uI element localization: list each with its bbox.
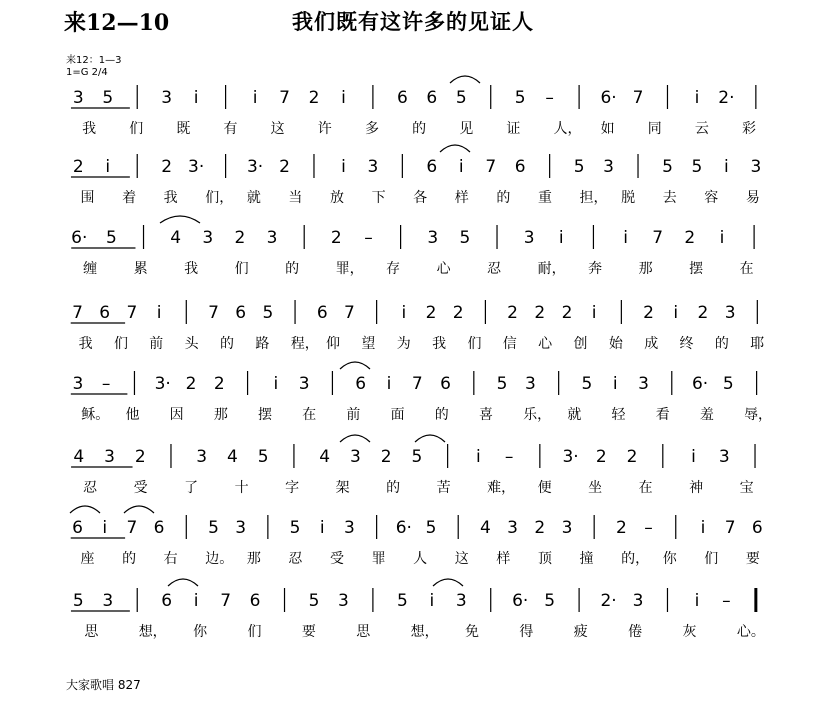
jianpu-note: 7 [220, 591, 232, 611]
jianpu-note: 7 [632, 88, 644, 108]
jianpu-note: 6 [161, 591, 173, 611]
jianpu-note: 3 [266, 228, 278, 248]
jianpu-note: 6 [514, 157, 526, 177]
jianpu-note: 2 [595, 447, 607, 467]
jianpu-note: 7 [126, 518, 138, 538]
jianpu-note: 2 [279, 157, 290, 177]
lyric-syllable: 稣。 [81, 407, 110, 423]
jianpu-note: i [700, 518, 706, 538]
lyric-syllable: 始 [608, 336, 623, 352]
jianpu-note: 3 [638, 374, 649, 394]
slur-arc [124, 506, 154, 513]
lyric-syllable: 样 [496, 551, 511, 567]
jianpu-note: 3 [104, 447, 115, 467]
lyric-syllable: 各 [413, 190, 428, 206]
jianpu-note: 7 [72, 303, 83, 323]
jianpu-note: 5 [455, 88, 467, 108]
jianpu-note: i [724, 157, 729, 177]
lyric-syllable: 辱， [744, 407, 773, 423]
lyric-syllable: 摆 [258, 407, 273, 423]
jianpu-note: 5 [102, 88, 114, 108]
jianpu-note: 5 [722, 374, 734, 394]
jianpu-note: i [691, 447, 696, 467]
jianpu-note: i [673, 303, 679, 323]
jianpu-note: 5 [411, 447, 423, 467]
jianpu-note: 2 [425, 303, 437, 323]
jianpu-note: 3 [750, 157, 762, 177]
jianpu-note: 5 [105, 228, 117, 248]
lyric-syllable: 前 [149, 336, 164, 352]
lyric-syllable: 成 [644, 336, 659, 352]
lyric-syllable: 在 [739, 261, 754, 277]
jianpu-note: 6 [249, 591, 261, 611]
lyric-syllable: 的 [285, 261, 300, 277]
lyric-syllable: 座 [80, 551, 95, 567]
lyric-syllable: 程， [290, 336, 319, 352]
jianpu-note: 3 [367, 157, 379, 177]
jianpu-note: 2 [697, 303, 709, 323]
jianpu-note: 3 [427, 228, 439, 248]
lyric-syllable: 们 [467, 336, 482, 352]
lyric-syllable: 如 [600, 121, 615, 137]
lyric-syllable: 们 [704, 551, 719, 567]
jianpu-note: 3 [338, 591, 349, 611]
jianpu-note: 4 [170, 228, 182, 248]
lyric-syllable: 要 [301, 624, 316, 640]
jianpu-note: 2 [626, 447, 638, 467]
jianpu-note: 2 [185, 374, 197, 394]
jianpu-note: 7 [724, 518, 736, 538]
lyric-syllable: 字 [285, 480, 300, 496]
lyric-syllable: 十 [234, 480, 249, 496]
lyric-syllable: 既 [176, 121, 191, 137]
jianpu-note: 6 [355, 374, 367, 394]
jianpu-note: i [341, 88, 346, 108]
jianpu-note: 4 [73, 447, 85, 467]
lyric-syllable: 人， [553, 121, 582, 137]
lyric-syllable: 思 [84, 624, 99, 640]
jianpu-note: 2· [600, 591, 617, 611]
jianpu-note: 3 [718, 447, 730, 467]
jianpu-note: 5 [544, 591, 556, 611]
lyric-syllable: 望 [361, 336, 376, 352]
lyric-syllable: 倦 [628, 624, 643, 640]
jianpu-note: 3 [102, 591, 114, 611]
lyric-syllable: 罪， [335, 261, 364, 277]
jianpu-note: 3 [196, 447, 208, 467]
jianpu-note: 4 [227, 447, 238, 467]
jianpu-note: i [386, 374, 392, 394]
jianpu-note: i [156, 303, 162, 323]
jianpu-note: 5 [459, 228, 471, 248]
lyric-syllable: 喜 [478, 407, 493, 423]
lyric-syllable: 在 [302, 407, 317, 423]
jianpu-note: 2 [380, 447, 392, 467]
jianpu-note: i [623, 228, 628, 248]
jianpu-note: 3 [507, 518, 519, 538]
lyric-syllable: 架 [335, 480, 350, 496]
jianpu-note: i [401, 303, 407, 323]
jianpu-note: 5 [308, 591, 320, 611]
jianpu-note: 7 [279, 88, 290, 108]
jianpu-note: 3 [455, 591, 467, 611]
lyric-syllable: 忍 [288, 551, 303, 567]
lyric-syllable: 存 [386, 261, 401, 277]
lyric-syllable: 重 [537, 190, 552, 206]
jianpu-note: 3 [561, 518, 573, 538]
lyric-syllable: 忍 [487, 261, 502, 277]
lyric-syllable: 们 [129, 121, 144, 137]
lyric-syllable: 担， [579, 190, 608, 206]
lyric-syllable: 难， [487, 480, 516, 496]
jianpu-note: 2 [452, 303, 464, 323]
jianpu-note: 6 [316, 303, 328, 323]
jianpu-note: 2 [330, 228, 342, 248]
lyric-syllable: 罪 [371, 551, 386, 567]
jianpu-note: 3 [161, 88, 173, 108]
jianpu-note: 3 [349, 447, 361, 467]
jianpu-note: 2 [684, 228, 696, 248]
lyric-syllable: 心 [436, 261, 451, 277]
jianpu-note: 3 [603, 157, 614, 177]
lyric-syllable: 耶 [750, 336, 765, 352]
jianpu-note: 6 [440, 374, 451, 394]
jianpu-note: 5 [262, 303, 274, 323]
lyric-syllable: 的 [496, 190, 511, 206]
lyric-syllable: 这 [270, 121, 285, 137]
lyric-syllable: 人 [413, 551, 428, 567]
jianpu-note: i [694, 591, 700, 611]
jianpu-note: 7 [344, 303, 355, 323]
lyric-syllable: 要 [745, 551, 760, 567]
lyric-syllable: 那 [246, 551, 261, 567]
jianpu-note: – [722, 591, 731, 611]
lyric-syllable: 摆 [689, 261, 704, 277]
jianpu-note: 6· [691, 374, 709, 394]
jianpu-note: 3 [202, 228, 214, 248]
jianpu-note: 2 [308, 88, 320, 108]
lyric-syllable: 顶 [537, 551, 552, 567]
jianpu-note: 6 [72, 518, 83, 538]
jianpu-note: 5 [208, 518, 219, 538]
lyric-syllable: 受 [330, 551, 345, 567]
hymn-title: 我们既有这许多的见证人 [292, 9, 534, 34]
lyric-syllable: 受 [133, 480, 148, 496]
lyric-syllable: 灰 [682, 624, 697, 640]
lyric-syllable: 脱 [621, 190, 636, 206]
jianpu-note: 3 [235, 518, 247, 538]
slur-arc [440, 145, 470, 152]
jianpu-note: 6· [600, 88, 617, 108]
lyric-syllable: 神 [689, 480, 704, 496]
lyric-syllable: 苦 [436, 480, 451, 496]
lyric-syllable: 轻 [611, 407, 626, 423]
lyric-syllable: 的 [412, 121, 427, 137]
jianpu-note: 2 [213, 374, 225, 394]
lyric-syllable: 彩 [742, 121, 757, 137]
footer-book-page: 大家歌唱 827 [66, 678, 141, 692]
jianpu-note: 7 [485, 157, 497, 177]
lyric-syllable: 想， [410, 624, 439, 640]
jianpu-note: 6· [71, 228, 88, 248]
lyric-syllable: 撞 [579, 551, 594, 567]
lyric-syllable: 的 [220, 336, 235, 352]
lyric-syllable: 羞 [699, 407, 714, 423]
lyric-syllable: 们， [205, 190, 234, 206]
lyric-syllable: 的 [386, 480, 401, 496]
jianpu-note: 5 [691, 157, 703, 177]
jianpu-note: 5 [514, 88, 526, 108]
slur-arc [70, 506, 100, 513]
lyric-syllable: 创 [573, 336, 588, 352]
lyric-syllable: 我 [82, 121, 97, 137]
jianpu-note: 3 [72, 374, 84, 394]
jianpu-note: 4 [319, 447, 331, 467]
jianpu-note: 2 [561, 303, 573, 323]
jianpu-note: 2 [507, 303, 519, 323]
lyric-syllable: 放 [330, 190, 345, 206]
jianpu-note: 3· [246, 157, 264, 177]
jianpu-note: 2 [161, 157, 173, 177]
lyric-syllable: 坐 [588, 480, 603, 496]
lyric-syllable: 有 [223, 121, 238, 137]
jianpu-note: 4 [479, 518, 491, 538]
jianpu-note: i [341, 157, 346, 177]
jianpu-note: i [558, 228, 564, 248]
jianpu-note: 6· [512, 591, 529, 611]
lyric-syllable: 耐， [537, 261, 566, 277]
jianpu-note: 6 [396, 88, 408, 108]
jianpu-note: i [429, 591, 435, 611]
jianpu-note: 6 [99, 303, 111, 323]
lyric-syllable: 疲 [573, 624, 588, 640]
lyric-syllable: 证 [506, 121, 521, 137]
lyric-syllable: 前 [346, 407, 361, 423]
lyric-syllable: 面 [390, 407, 405, 423]
lyric-syllable: 看 [655, 407, 670, 423]
jianpu-note: 2 [234, 228, 246, 248]
jianpu-note: 6 [153, 518, 165, 538]
jianpu-note: 6 [426, 88, 438, 108]
jianpu-note: – [545, 88, 554, 108]
jianpu-note: 5 [662, 157, 673, 177]
jianpu-note: 6· [395, 518, 412, 538]
lyric-syllable: 奔 [588, 261, 603, 277]
jianpu-note: 3· [188, 157, 205, 177]
jianpu-note: 5 [496, 374, 508, 394]
lyric-syllable: 心。 [736, 624, 765, 640]
jianpu-note: i [319, 518, 325, 538]
jianpu-note: 3· [154, 374, 171, 394]
jianpu-note: i [193, 88, 199, 108]
lyric-syllable: 我 [163, 190, 178, 206]
jianpu-note: 2 [134, 447, 146, 467]
slur-arc [433, 579, 463, 586]
jianpu-note: 5 [425, 518, 437, 538]
jianpu-note: – [644, 518, 653, 538]
lyric-syllable: 容 [704, 190, 719, 206]
jianpu-note: 6 [751, 518, 763, 538]
slur-arc [168, 579, 198, 586]
jianpu-note: 3 [724, 303, 736, 323]
jianpu-note: 2 [643, 303, 654, 323]
jianpu-note: – [504, 447, 514, 467]
jianpu-note: i [476, 447, 481, 467]
jianpu-note: i [591, 303, 597, 323]
jianpu-note: 2· [718, 88, 735, 108]
lyric-syllable: 免 [465, 624, 480, 640]
lyric-syllable: 缠 [83, 261, 98, 277]
lyric-syllable: 我 [78, 336, 93, 352]
jianpu-note: – [364, 228, 373, 248]
lyric-syllable: 忍 [83, 480, 98, 496]
jianpu-note: i [612, 374, 618, 394]
lyric-syllable: 许 [317, 121, 332, 137]
lyric-syllable: 下 [371, 190, 386, 206]
lyric-syllable: 想， [138, 624, 167, 640]
lyric-syllable: 便 [537, 480, 552, 496]
lyric-syllable: 那 [638, 261, 653, 277]
jianpu-note: 2 [534, 303, 546, 323]
lyric-syllable: 心 [538, 336, 553, 352]
lyric-syllable: 累 [133, 261, 148, 277]
lyric-syllable: 围 [80, 190, 95, 206]
jianpu-note: 7 [411, 374, 423, 394]
lyric-syllable: 的， [621, 551, 650, 567]
jianpu-note: 3 [72, 88, 84, 108]
lyric-syllable: 们 [234, 261, 249, 277]
jianpu-note: 5 [573, 157, 585, 177]
jianpu-note: 5 [396, 591, 408, 611]
jianpu-note: 5 [257, 447, 269, 467]
lyric-syllable: 终 [679, 336, 694, 352]
jianpu-note: i [273, 374, 279, 394]
slur-arc [340, 435, 370, 442]
lyric-syllable: 得 [519, 624, 534, 640]
jianpu-note: 3 [632, 591, 644, 611]
jianpu-note: 2 [615, 518, 627, 538]
jianpu-note: 3 [524, 374, 536, 394]
lyric-syllable: 同 [647, 121, 662, 137]
lyric-syllable: 右 [163, 551, 178, 567]
lyric-syllable: 乐， [523, 407, 552, 423]
jianpu-note: 5 [289, 518, 301, 538]
jianpu-note: i [105, 157, 111, 177]
jianpu-note: 2 [72, 157, 84, 177]
lyric-syllable: 信 [502, 336, 517, 352]
lyric-syllable: 为 [396, 336, 411, 352]
lyric-syllable: 的 [434, 407, 449, 423]
jianpu-note: 5 [581, 374, 593, 394]
slur-arc [415, 435, 445, 442]
lyric-syllable: 们 [247, 624, 262, 640]
lyric-syllable: 这 [454, 551, 469, 567]
jianpu-note: i [193, 591, 199, 611]
lyric-syllable: 那 [213, 407, 228, 423]
lyric-syllable: 就 [246, 190, 261, 206]
lyric-syllable: 多 [364, 121, 379, 137]
jianpu-note: i [102, 518, 108, 538]
jianpu-note: – [101, 374, 111, 394]
jianpu-note: 3 [523, 228, 535, 248]
jianpu-note: i [719, 228, 725, 248]
key-time-signature: 1=G 2/4 [66, 67, 108, 78]
lyric-syllable: 头 [184, 336, 199, 352]
lyric-syllable: 你 [662, 551, 677, 567]
slur-arc [340, 362, 370, 369]
lyric-syllable: 样 [454, 190, 469, 206]
lyric-syllable: 我 [184, 261, 199, 277]
jianpu-note: 7 [126, 303, 138, 323]
lyric-syllable: 边。 [205, 551, 234, 567]
jianpu-note: 6 [426, 157, 438, 177]
lyric-syllable: 的 [714, 336, 729, 352]
lyric-syllable: 就 [567, 407, 582, 423]
jianpu-note: 3· [562, 447, 579, 467]
lyric-syllable: 见 [459, 121, 474, 137]
jianpu-note: 2 [534, 518, 546, 538]
lyric-syllable: 仰 [326, 336, 341, 352]
lyric-syllable: 了 [184, 480, 199, 496]
lyric-syllable: 宝 [739, 480, 754, 496]
lyric-syllable: 我 [432, 336, 447, 352]
scripture-reference: 来12：1—3 [66, 55, 122, 66]
lyric-syllable: 因 [169, 407, 184, 423]
jianpu-note: i [694, 88, 700, 108]
lyric-syllable: 思 [356, 624, 371, 640]
slur-arc [160, 216, 200, 223]
lyric-syllable: 在 [638, 480, 653, 496]
jianpu-note: 3 [344, 518, 355, 538]
jianpu-note: 6 [235, 303, 247, 323]
lyric-syllable: 路 [255, 336, 270, 352]
lyric-syllable: 你 [193, 624, 208, 640]
lyric-syllable: 的 [122, 551, 137, 567]
hymn-reference: 来12—10 [64, 10, 170, 36]
jianpu-note: 5 [72, 591, 84, 611]
jianpu-note: 7 [208, 303, 219, 323]
jianpu-note: i [252, 88, 258, 108]
lyric-syllable: 当 [288, 190, 303, 206]
lyric-syllable: 们 [113, 336, 128, 352]
lyric-syllable: 去 [662, 190, 677, 206]
lyric-syllable: 着 [122, 190, 137, 206]
jianpu-note: i [458, 157, 464, 177]
lyric-syllable: 云 [694, 121, 709, 137]
slur-arc [450, 76, 480, 83]
jianpu-note: 7 [652, 228, 664, 248]
jianpu-note: 3 [298, 374, 310, 394]
lyric-syllable: 他 [125, 407, 140, 423]
lyric-syllable: 易 [745, 190, 760, 206]
